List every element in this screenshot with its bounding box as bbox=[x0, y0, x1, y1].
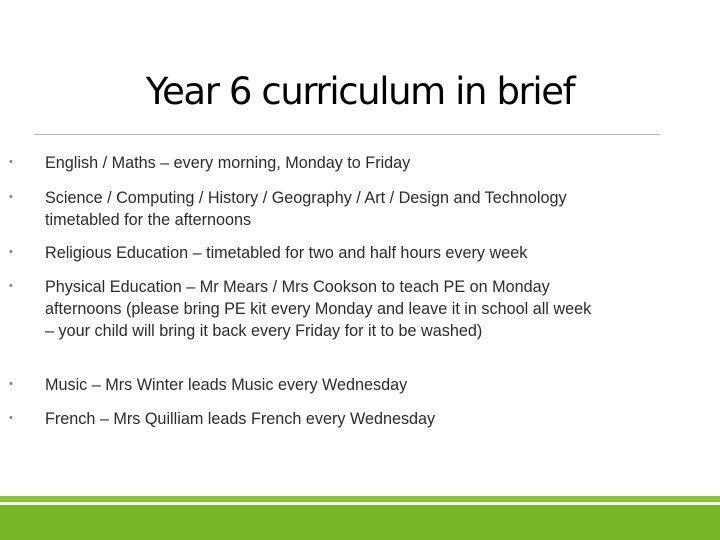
bullet-text: English / Maths – every morning, Monday to Friday bbox=[45, 154, 411, 172]
slide-title: Year 6 curriculum in brief bbox=[145, 70, 575, 113]
bullet-text: Music – Mrs Winter leads Music every Wednesday bbox=[45, 376, 408, 394]
bullet-text: Physical Education – Mr Mears / Mrs Cookson to teach PE on Monday afternoons (please bring PE kit every Monday and leave it in school all week – your child will bring it back every Friday for it to be washed) bbox=[45, 278, 592, 340]
bullet-dot: • bbox=[9, 378, 13, 390]
title-divider bbox=[34, 134, 660, 135]
bullet-dot: • bbox=[9, 246, 13, 258]
bullet-text: French – Mrs Quilliam leads French every Wednesday bbox=[45, 410, 436, 428]
bullet-text: Science / Computing / History / Geography / Art / Design and Technology timetabled for the afternoons bbox=[45, 189, 567, 229]
footer-accent-stripe bbox=[0, 496, 720, 502]
bullet-dot: • bbox=[9, 191, 13, 203]
bullet-dot: • bbox=[9, 156, 13, 168]
bullet-dot: • bbox=[9, 280, 13, 292]
bullet-dot: • bbox=[9, 412, 13, 424]
bullet-text: Religious Education – timetabled for two and half hours every week bbox=[45, 244, 528, 262]
footer-accent-band bbox=[0, 505, 720, 540]
